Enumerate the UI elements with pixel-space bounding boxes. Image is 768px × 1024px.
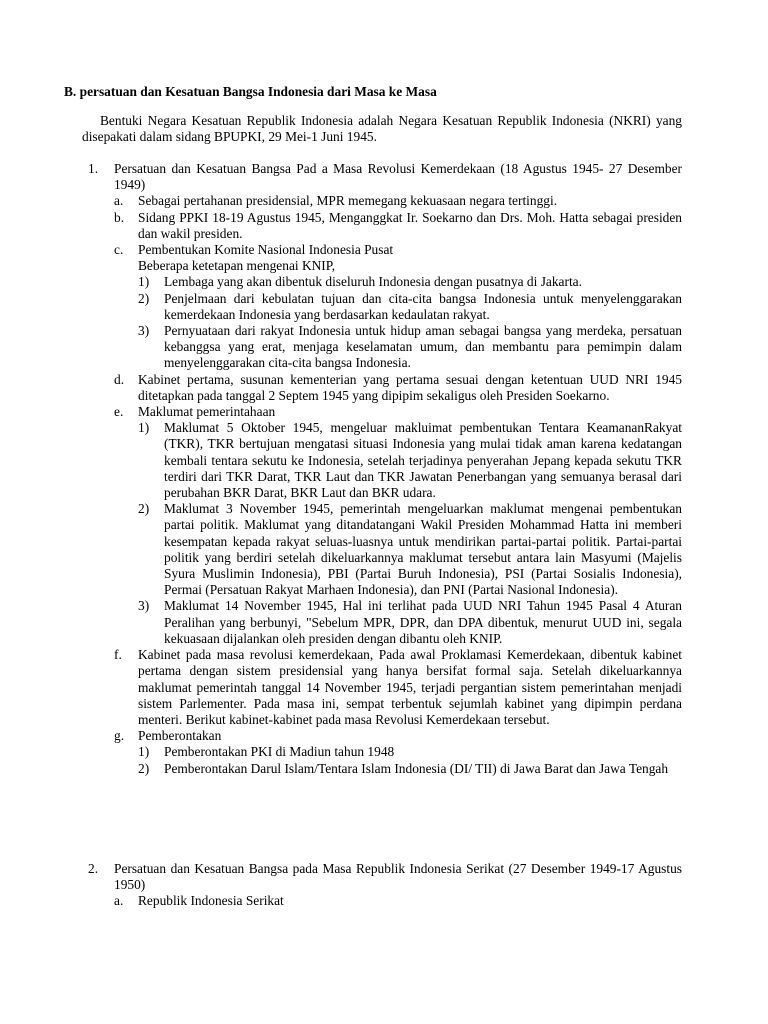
list-marker: g. xyxy=(114,728,125,744)
list-marker: 2) xyxy=(138,501,150,517)
list-item-text: Pemberontakan xyxy=(138,728,222,744)
list-marker: 2. xyxy=(88,861,99,876)
list-marker: 1. xyxy=(88,161,99,176)
sub-list-item-text: Maklumat 14 November 1945, Hal ini terlihat pada UUD NRI Tahun 1945 Pasal 4 Aturan Peralihan yang berbunyi, "Sebelum MPR, DPR, dan DPA dibentuk, menurut UUD ini, segala kekuasaan dijalankan oleh presiden dengan dibantu oleh KNIP. xyxy=(164,598,682,646)
list-item-text: Kabinet pada masa revolusi kemerdekaan, Pada awal Proklamasi Kemerdekaan, dibentuk kabinet pertama dengan sistem presidensial yang hanya bersifat formal saja. Setelah dikeluarkannya maklumat pemerintah tanggal 14 November 1945, terjadi pergantian sistem pemerintahan menjadi sistem Parlementer. Pada masa ini, sempat terbentuk sejumlah kabinet yang dipimpin perdana menteri. Berikut kabinet-kabinet pada masa Revolusi Kemerdekaan tersebut. xyxy=(138,647,682,727)
section-2-heading xyxy=(82,861,682,893)
list-item-text: Maklumat pemerintahaan xyxy=(138,404,276,420)
section-1 xyxy=(82,161,682,777)
list-item-d xyxy=(82,372,682,404)
list-marker: 2) xyxy=(138,290,150,306)
list-item-text: Pembentukan Komite Nasional Indonesia Pusat xyxy=(138,242,394,258)
list-item-text: Republik Indonesia Serikat xyxy=(138,893,284,909)
sub-list-item-text: Pernyuataan dari rakyat Indonesia untuk hidup aman sebagai bangsa yang merdeka, persatuan kebanggsa yang erat, menjaga keselamatan umum, dan membantu para pemimpin dalam menyelenggarakan cita-cita bangsa Indonesia. xyxy=(164,323,682,371)
list-marker: c. xyxy=(114,242,124,258)
intro-text: Bentuki Negara Kesatuan Republik Indonesia adalah Negara Kesatuan Republik Indonesia (NKRI) yang disepakati dalam sidang BPUPKI, 29 Mei-1 Juni 1945. xyxy=(82,113,682,145)
list-marker: f. xyxy=(114,647,122,663)
list-marker: d. xyxy=(114,371,125,387)
section-1-heading-text: Persatuan dan Kesatuan Bangsa Pad a Masa Revolusi Kemerdekaan (18 Agustus 1945- 27 Desember 1949) xyxy=(114,161,682,193)
sub-list-item-text: Lembaga yang akan dibentuk diseluruh Indonesia dengan pusatnya di Jakarta. xyxy=(164,274,582,290)
sub-list-item-text: Pemberontakan Darul Islam/Tentara Islam Indonesia (DI/ TII) di Jawa Barat dan Jawa Tengah xyxy=(164,760,669,776)
sub-list-item xyxy=(82,420,682,501)
list-item-text: Sidang PPKI 18-19 Agustus 1945, Menganggkat Ir. Soekarno dan Drs. Moh. Hatta sebagai presiden dan wakil presiden. xyxy=(138,209,682,241)
section-title: B. persatuan dan Kesatuan Bangsa Indonesia dari Masa ke Masa xyxy=(64,84,437,99)
list-subheading: Beberapa ketetapan mengenai KNIP, xyxy=(138,258,336,274)
sub-list-item-text: Maklumat 3 November 1945, pemerintah mengeluarkan maklumat mengenai pembentukan partai politik. Maklumat yang ditandatangani Wakil Presiden Mohammad Hatta ini memberi kesempatan kepada rakyat seluas-luasnya untuk mendirikan partai-partai politik. Partai-partai politik yang berdiri setelah dikeluarkannya maklumat tersebut antara lain Masyumi (Majelis Syura Muslimin Indonesia), PBI (Partai Buruh Indonesia), PSI (Partai Sosialis Indonesia), Permai (Persatuan Rakyat Marhaen Indonesia), dan PNI (Partai Nasional Indonesia). xyxy=(164,501,682,598)
list-item-a xyxy=(82,893,682,909)
sub-list-item-text: Penjelmaan dari kebulatan tujuan dan cita-cita bangsa Indonesia untuk menyelenggarakan kemerdekaan Indonesia yang berdasarkan kedaulatan rakyat. xyxy=(164,290,682,322)
list-item-c xyxy=(82,242,682,258)
list-marker: a. xyxy=(114,193,124,209)
list-marker: 2) xyxy=(138,760,150,776)
sub-list-item xyxy=(82,761,682,777)
list-item-text: Sebagai pertahanan presidensial, MPR memegang kekuasaan negara tertinggi. xyxy=(138,193,558,209)
list-item-e xyxy=(82,404,682,420)
sub-list-item-text: Maklumat 5 Oktober 1945, mengeluar makluimat pembentukan Tentara KeamananRakyat (TKR), TKR bertujuan mengatasi situasi Indonesia yang mulai tidak aman karena kedatangan kembali tentara sekutu ke Indonesia, setelah terjadinya penyerahan Jepang kepada sekutu TKR terdiri dari TKR Darat, TKR Laut dan TKR Jawatan Penerbangan yang semuanya berasal dari perubahan BKR Darat, BKR Laut dan BKR udara. xyxy=(164,420,682,501)
list-marker: 1) xyxy=(138,274,150,290)
sub-list-item xyxy=(82,598,682,647)
list-item-a xyxy=(82,193,682,209)
section-2-heading-text: Persatuan dan Kesatuan Bangsa pada Masa Republik Indonesia Serikat (27 Desember 1949-17 Agustus 1950) xyxy=(114,861,682,893)
sub-list-item xyxy=(82,744,682,760)
section-2 xyxy=(82,861,682,910)
sub-list-item xyxy=(82,501,682,598)
list-marker: e. xyxy=(114,404,124,420)
list-item-b xyxy=(82,210,682,242)
sub-list-item xyxy=(82,274,682,290)
list-marker: 3) xyxy=(138,323,150,339)
list-marker: b. xyxy=(114,209,125,225)
sub-list-item xyxy=(82,323,682,372)
list-marker: 1) xyxy=(138,744,150,760)
list-marker: 1) xyxy=(138,420,150,436)
sub-list-item xyxy=(82,291,682,323)
list-marker: a. xyxy=(114,893,124,909)
list-marker: 3) xyxy=(138,598,150,614)
sub-list-item-text: Pemberontakan PKI di Madiun tahun 1948 xyxy=(164,744,395,760)
list-item-text: Kabinet pertama, susunan kementerian yang pertama sesuai dengan ketentuan UUD NRI 1945 ditetapkan pada tanggal 2 Septem 1945 yang dipipim sekaligus oleh Presiden Soekarno. xyxy=(138,371,682,403)
list-item-g xyxy=(82,728,682,744)
intro-paragraph xyxy=(82,113,682,145)
section-1-heading xyxy=(82,161,682,193)
list-item-f xyxy=(82,647,682,728)
